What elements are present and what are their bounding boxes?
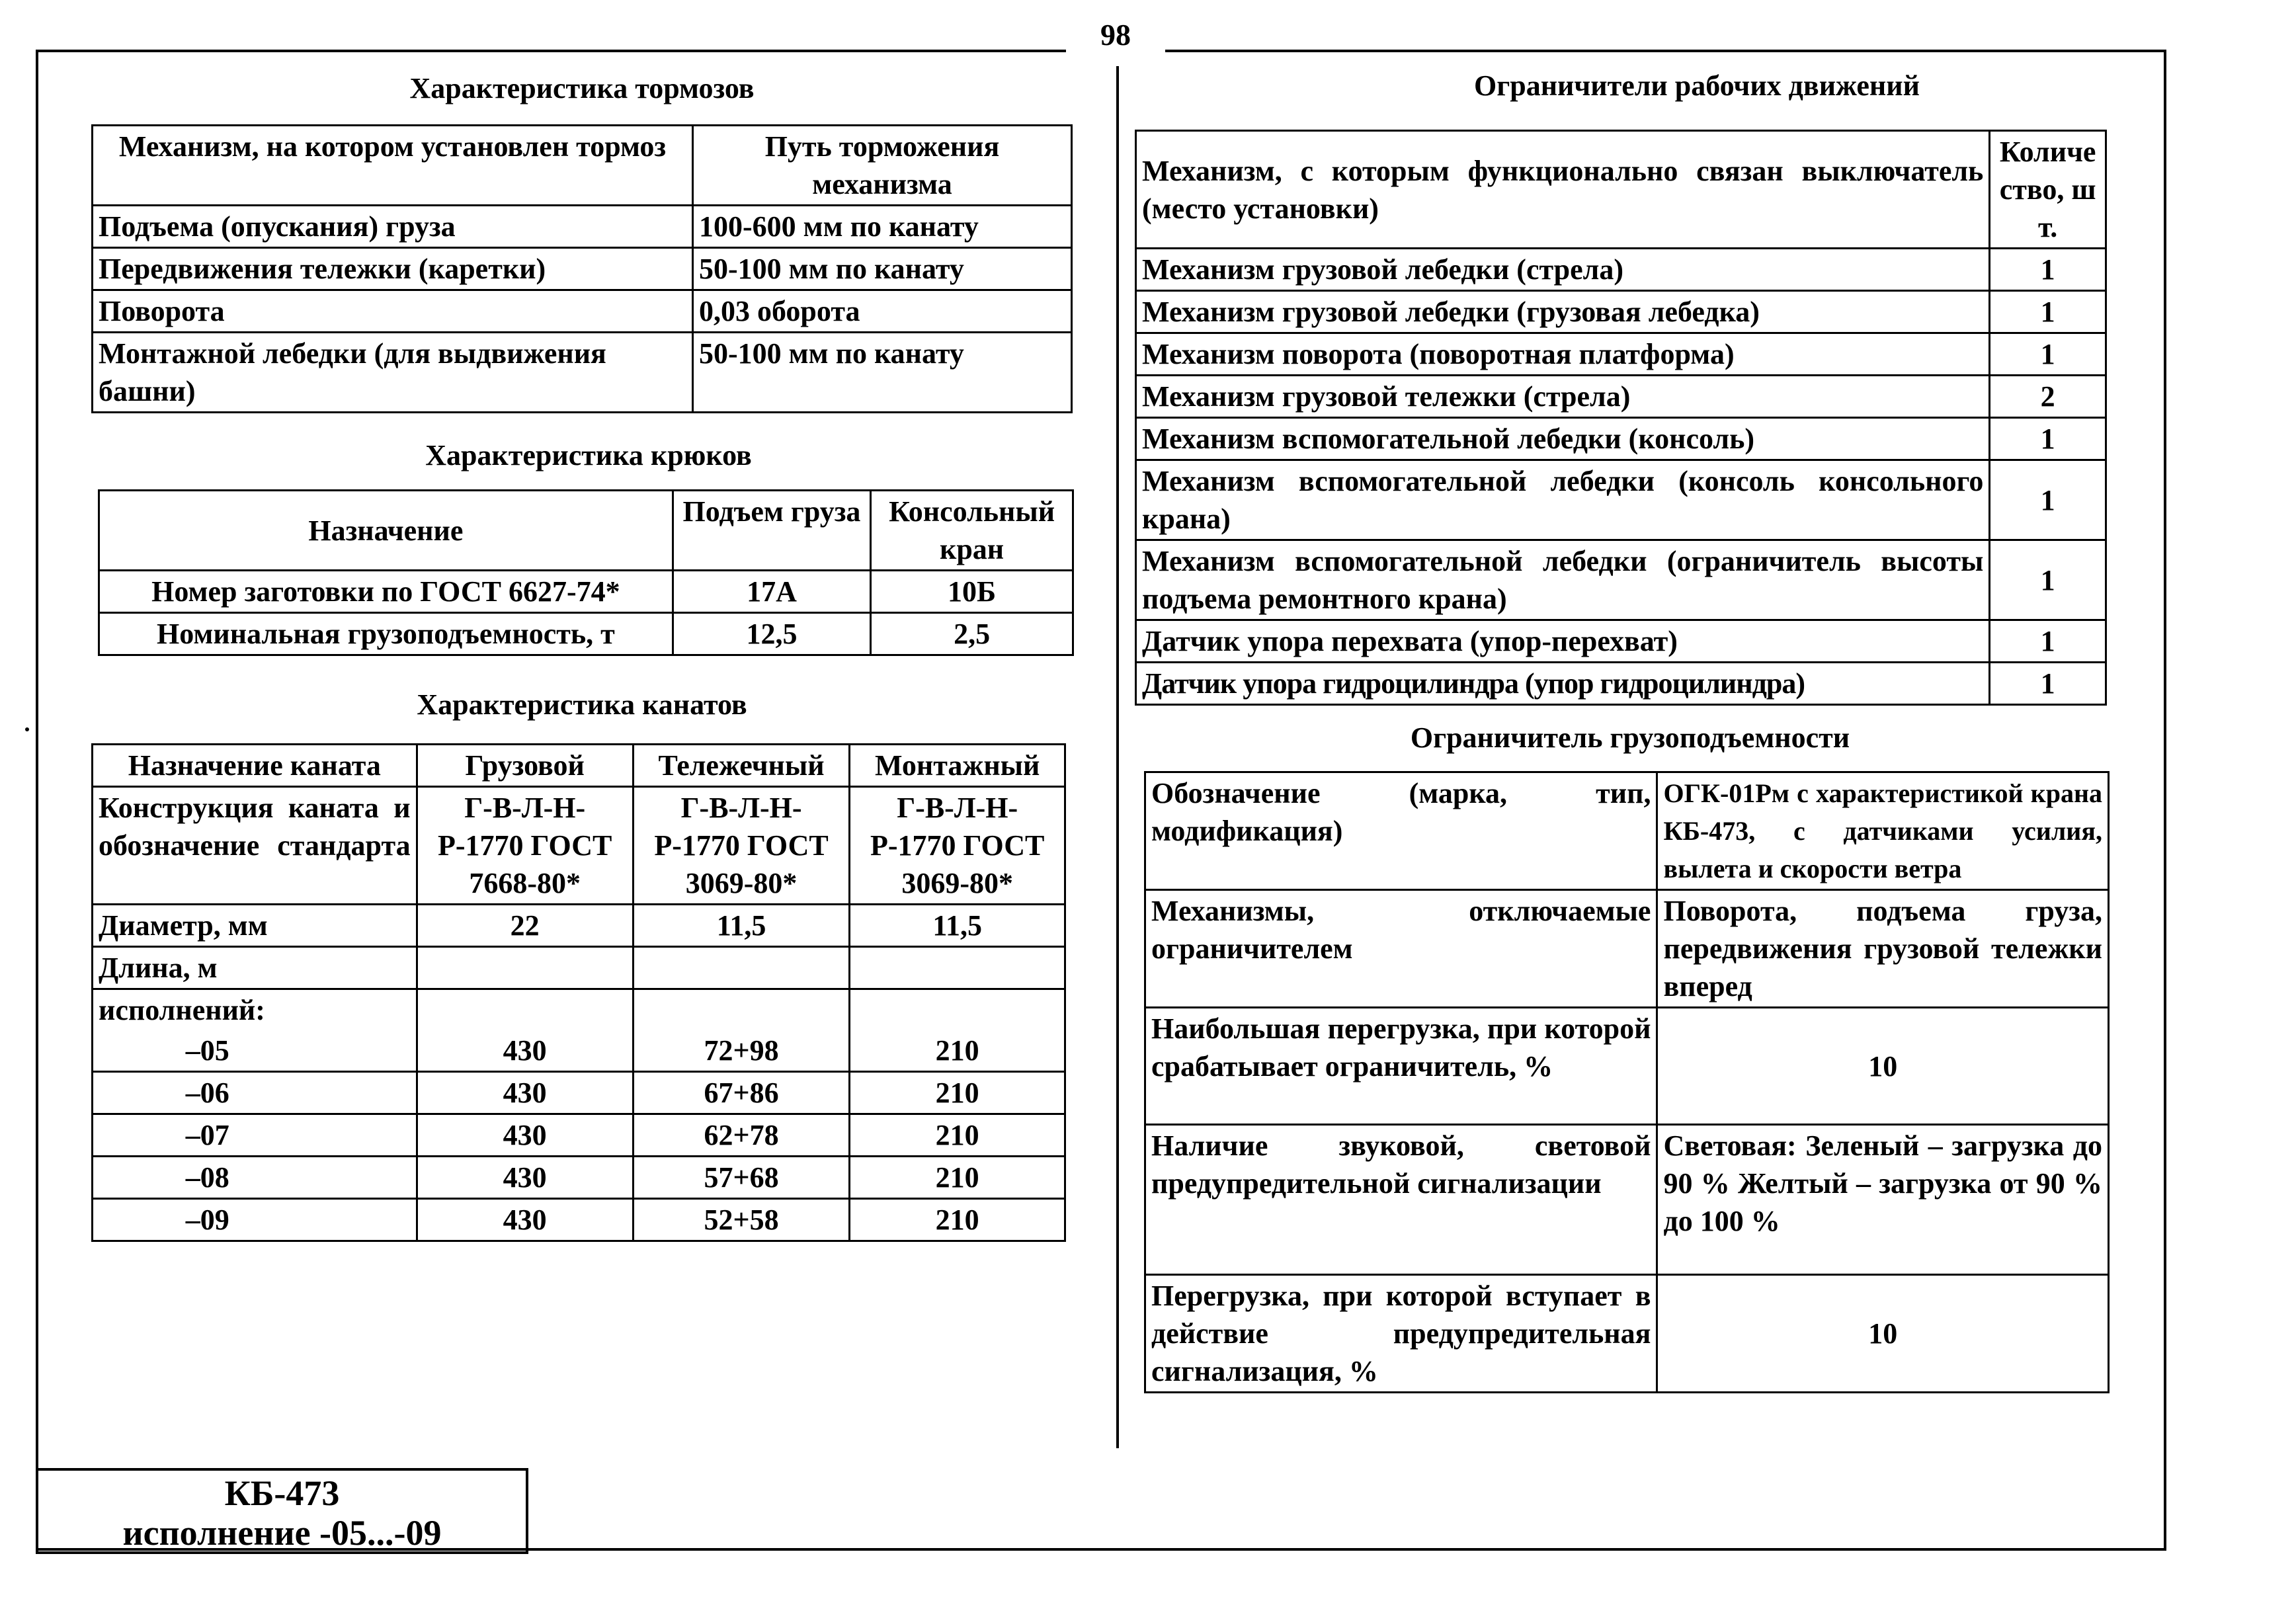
table-cell: Г-В-Л-Н-Р-1770 ГОСТ 3069-80* bbox=[850, 787, 1065, 905]
table-cell: 52+58 bbox=[633, 1199, 850, 1241]
table-cell: 100-600 мм по канату bbox=[693, 206, 1072, 248]
table-row bbox=[1136, 663, 2106, 705]
table-row bbox=[1145, 1275, 2109, 1393]
table-cell: 1 bbox=[1990, 333, 2106, 376]
table-cell: 430 bbox=[417, 1114, 633, 1157]
table-cell: исполнений: bbox=[93, 989, 417, 1031]
table-cell: 10Б bbox=[871, 571, 1073, 613]
table-cell: –05 bbox=[93, 1030, 417, 1072]
table-cell: 210 bbox=[850, 1072, 1065, 1114]
table-cell bbox=[417, 947, 633, 989]
stamp-version: исполнение -05...-09 bbox=[122, 1513, 442, 1553]
table-row bbox=[1136, 333, 2106, 376]
table-row bbox=[1136, 418, 2106, 460]
column-divider bbox=[1116, 66, 1119, 1448]
table-cell: Г-В-Л-Н-Р-1770 ГОСТ 7668-80* bbox=[417, 787, 633, 905]
table-cell: Наличие звуковой, световой предупредительной сигнализации bbox=[1145, 1125, 1657, 1275]
table-cell: 22 bbox=[417, 905, 633, 947]
table-row bbox=[99, 613, 1073, 655]
table-row bbox=[1136, 620, 2106, 663]
table-row bbox=[93, 206, 1072, 248]
ropes-header-mounting: Монтажный bbox=[850, 745, 1065, 787]
table-cell: Механизм поворота (поворотная платформа) bbox=[1136, 333, 1990, 376]
ropes-title: Характеристика канатов bbox=[417, 688, 747, 721]
limiters-header-mechanism: Механизм, с которым функционально связан выключатель (место установки) bbox=[1136, 131, 1990, 249]
table-row bbox=[1145, 772, 2109, 890]
table-cell: Поворота bbox=[93, 290, 693, 333]
table-row bbox=[1136, 249, 2106, 291]
table-cell: 1 bbox=[1990, 540, 2106, 620]
table-cell: Механизм вспомогательной лебедки (консоль консольного крана) bbox=[1136, 460, 1990, 540]
table-row bbox=[93, 947, 1065, 989]
table-header-row bbox=[93, 126, 1072, 206]
ropes-table bbox=[91, 743, 1066, 1242]
table-cell: 11,5 bbox=[633, 905, 850, 947]
table-row bbox=[1136, 540, 2106, 620]
table-row bbox=[93, 989, 1065, 1031]
table-cell: 1 bbox=[1990, 249, 2106, 291]
table-cell: Длина, м bbox=[93, 947, 417, 989]
table-cell: Механизм грузовой тележки (стрела) bbox=[1136, 376, 1990, 418]
limiters-table bbox=[1135, 130, 2107, 706]
table-row bbox=[99, 571, 1073, 613]
table-cell bbox=[417, 989, 633, 1031]
table-header-row bbox=[1136, 131, 2106, 249]
table-cell: Световая: Зеленый – загрузка до 90 % Желтый – загрузка от 90 % до 100 % bbox=[1657, 1125, 2109, 1275]
table-cell: 210 bbox=[850, 1114, 1065, 1157]
table-cell: 1 bbox=[1990, 291, 2106, 333]
hooks-title: Характеристика крюков bbox=[425, 439, 752, 471]
table-cell: Механизм вспомогательной лебедки (ограничитель высоты подъема ремонтного крана) bbox=[1136, 540, 1990, 620]
limiters-title: Ограничители рабочих движений bbox=[1474, 69, 1920, 102]
table-cell bbox=[633, 989, 850, 1031]
table-cell: Конструкция каната и обозначение стандарта bbox=[93, 787, 417, 905]
brakes-title: Характеристика тормозов bbox=[409, 72, 755, 104]
table-cell: 1 bbox=[1990, 620, 2106, 663]
table-row bbox=[93, 1114, 1065, 1157]
brakes-header-path: Путь торможения механизма bbox=[693, 126, 1072, 206]
table-cell: Подъема (опускания) груза bbox=[93, 206, 693, 248]
table-cell bbox=[633, 947, 850, 989]
table-cell: 17А bbox=[673, 571, 870, 613]
table-cell: 50-100 мм по канату bbox=[693, 248, 1072, 290]
table-cell: ОГК-01Рм с характеристикой крана КБ-473, с датчиками усилия, вылета и скорости ветра bbox=[1657, 772, 2109, 890]
table-cell: Механизм грузовой лебедки (грузовая лебедка) bbox=[1136, 291, 1990, 333]
table-header-row bbox=[93, 745, 1065, 787]
table-cell: 2 bbox=[1990, 376, 2106, 418]
table-row bbox=[93, 905, 1065, 947]
table-row bbox=[93, 290, 1072, 333]
table-row bbox=[1145, 1125, 2109, 1275]
table-row bbox=[93, 1072, 1065, 1114]
table-row bbox=[1136, 291, 2106, 333]
table-row bbox=[1136, 376, 2106, 418]
table-cell: –06 bbox=[93, 1072, 417, 1114]
margin-dot bbox=[25, 727, 29, 731]
table-cell: Диаметр, мм bbox=[93, 905, 417, 947]
table-cell: –08 bbox=[93, 1157, 417, 1199]
table-cell: 430 bbox=[417, 1199, 633, 1241]
table-cell: 12,5 bbox=[673, 613, 870, 655]
table-cell: Механизмы, отключаемые ограничителем bbox=[1145, 890, 1657, 1008]
load-limiter-title: Ограничитель грузоподъемности bbox=[1410, 721, 1850, 754]
table-cell: –09 bbox=[93, 1199, 417, 1241]
table-cell: –07 bbox=[93, 1114, 417, 1157]
table-cell: Номер заготовки по ГОСТ 6627-74* bbox=[99, 571, 673, 613]
hooks-header-lift: Подъем груза bbox=[673, 491, 870, 571]
limiters-header-count: Количество, шт. bbox=[1990, 131, 2106, 249]
table-cell bbox=[850, 989, 1065, 1031]
table-cell: Обозначение (марка, тип, модификация) bbox=[1145, 772, 1657, 890]
table-cell: 10 bbox=[1657, 1008, 2109, 1125]
table-cell: 1 bbox=[1990, 418, 2106, 460]
table-cell: 210 bbox=[850, 1157, 1065, 1199]
stamp-model: КБ-473 bbox=[224, 1473, 340, 1513]
table-cell: 430 bbox=[417, 1030, 633, 1072]
table-cell: Датчик упора гидроцилиндра (упор гидроцилиндра) bbox=[1136, 663, 1990, 705]
table-row bbox=[1145, 1008, 2109, 1125]
table-cell: 210 bbox=[850, 1030, 1065, 1072]
table-cell: Г-В-Л-Н-Р-1770 ГОСТ 3069-80* bbox=[633, 787, 850, 905]
table-cell: Наибольшая перегрузка, при которой срабатывает ограничитель, % bbox=[1145, 1008, 1657, 1125]
table-cell: Монтажной лебедки (для выдвижения башни) bbox=[93, 333, 693, 413]
ropes-header-trolley: Тележечный bbox=[633, 745, 850, 787]
table-cell: Датчик упора перехвата (упор-перехват) bbox=[1136, 620, 1990, 663]
table-row bbox=[93, 787, 1065, 905]
table-cell: 1 bbox=[1990, 663, 2106, 705]
table-header-row bbox=[99, 491, 1073, 571]
table-cell: 11,5 bbox=[850, 905, 1065, 947]
table-cell: 10 bbox=[1657, 1275, 2109, 1393]
table-cell: 0,03 оборота bbox=[693, 290, 1072, 333]
table-cell: Номинальная грузоподъемность, т bbox=[99, 613, 673, 655]
table-cell: Передвижения тележки (каретки) bbox=[93, 248, 693, 290]
table-row bbox=[93, 1157, 1065, 1199]
table-cell: 57+68 bbox=[633, 1157, 850, 1199]
table-row bbox=[93, 333, 1072, 413]
table-cell: Механизм вспомогательной лебедки (консоль) bbox=[1136, 418, 1990, 460]
table-row bbox=[1136, 460, 2106, 540]
page-number: 98 bbox=[1066, 17, 1165, 52]
hooks-table bbox=[98, 489, 1074, 656]
hooks-header-purpose: Назначение bbox=[99, 491, 673, 571]
table-cell: Перегрузка, при которой вступает в действие предупредительная сигнализация, % bbox=[1145, 1275, 1657, 1393]
table-cell: Поворота, подъема груза, передвижения грузовой тележки вперед bbox=[1657, 890, 2109, 1008]
table-cell: 210 bbox=[850, 1199, 1065, 1241]
table-row bbox=[93, 1199, 1065, 1241]
table-row bbox=[93, 1030, 1065, 1072]
ropes-header-purpose: Назначение каната bbox=[93, 745, 417, 787]
table-cell bbox=[850, 947, 1065, 989]
title-stamp bbox=[36, 1468, 528, 1554]
table-cell: 2,5 bbox=[871, 613, 1073, 655]
table-row bbox=[93, 248, 1072, 290]
table-cell: 62+78 bbox=[633, 1114, 850, 1157]
table-cell: 67+86 bbox=[633, 1072, 850, 1114]
hooks-header-console: Консольный кран bbox=[871, 491, 1073, 571]
brakes-header-mechanism: Механизм, на котором установлен тормоз bbox=[93, 126, 693, 206]
load-limiter-table bbox=[1144, 771, 2110, 1393]
brakes-table bbox=[91, 124, 1073, 413]
table-cell: 430 bbox=[417, 1072, 633, 1114]
table-row bbox=[1145, 890, 2109, 1008]
table-cell: 50-100 мм по канату bbox=[693, 333, 1072, 413]
table-cell: Механизм грузовой лебедки (стрела) bbox=[1136, 249, 1990, 291]
table-cell: 430 bbox=[417, 1157, 633, 1199]
ropes-header-cargo: Грузовой bbox=[417, 745, 633, 787]
table-cell: 1 bbox=[1990, 460, 2106, 540]
table-cell: 72+98 bbox=[633, 1030, 850, 1072]
